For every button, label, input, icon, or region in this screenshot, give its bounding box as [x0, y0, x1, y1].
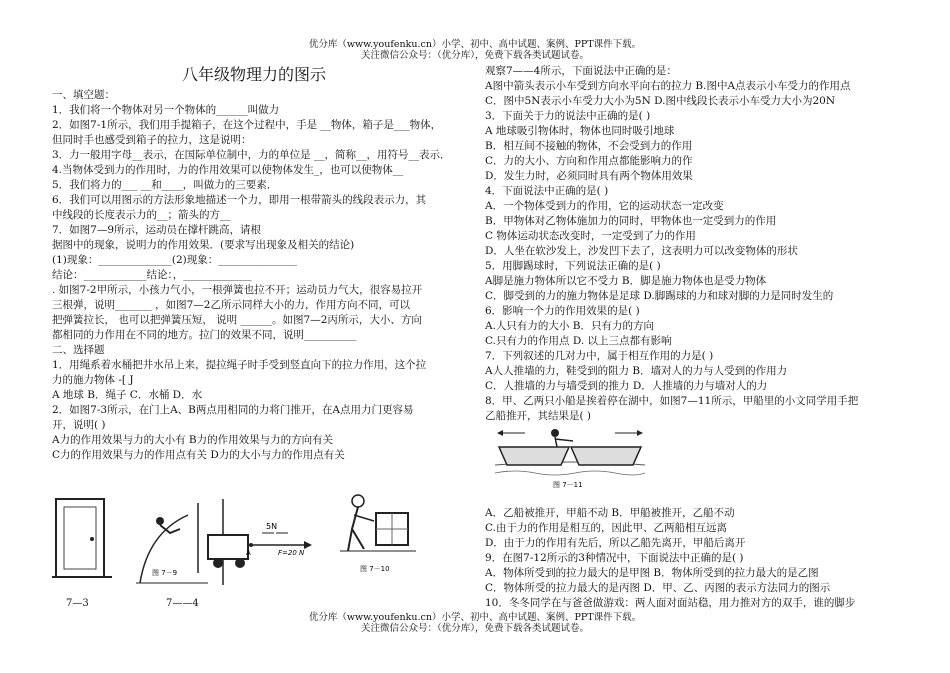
caption-7-4: 7——4: [166, 598, 199, 609]
text-line: C 物体运动状态改变时，一定受到了力的作用: [485, 230, 696, 242]
text-line: C.由于力的作用是相互的，因此甲、乙两船相互远离: [485, 522, 727, 534]
text-line: A图中箭头表示小车受到方向水平向右的拉力 B.图中A点表示小车受力的作用点: [485, 80, 851, 92]
right-column-lower: [485, 506, 925, 611]
page-title: 八年级物理力的图示: [182, 65, 327, 84]
text-line: A.人只有力的大小 B．只有力的方向: [485, 320, 654, 332]
text-line: A 地球吸引物体时，物体也同时吸引地球: [485, 125, 675, 137]
text-line: 1．我们将一个物体对另一个物体的______叫做力: [52, 104, 280, 116]
header-line-2: 关注微信公众号：（优分库），免费下载各类试题试卷。: [360, 50, 589, 61]
footer-line-2: 关注微信公众号：（优分库），免费下载各类试题试卷。: [360, 623, 589, 634]
text-line: 1．用绳系着水桶把井水吊上来，提拉绳子时手受到竖直向下的拉力作用，这个拉: [52, 359, 427, 371]
text-line: D．发生力时，必须同时具有两个物体用效果: [485, 170, 693, 182]
text-line: 据图中的现象，说明力的作用效果．(要求写出现象及相关的结论): [52, 239, 355, 251]
text-line: 2．如图7-3所示，在门上A、B两点用相同的力将门推开，在A点用力门更容易: [52, 404, 414, 416]
force-5n-label: 5N: [266, 522, 278, 531]
text-line: (1)现象：______________(2)现象：_______________: [52, 254, 297, 266]
text-line: A人人推墙的力，鞋受到的阻力 B．墙对人的力与人受到的作用力: [485, 365, 788, 377]
text-line: C．物体所受的拉力最大的是丙图 D．甲、乙、丙图的表示方法同力的图示: [485, 582, 831, 594]
text-line: 8．甲、乙两只小船是挨着停在湖中，如图7—11所示，甲船里的小文同学用手把: [485, 395, 859, 407]
text-line: A脚是施力物体所以它不受力 B．脚是施力物体也是受力物体: [485, 275, 767, 287]
text-line: 7．如图7—9所示，运动员在撑杆跳高，请根: [52, 224, 262, 236]
figures-left: [48, 493, 423, 593]
fig-7-9-label: 图 7－9: [152, 569, 178, 577]
cart-figure: [208, 499, 312, 585]
text-line: A力的作用效果与力的大小有 B力的作用效果与力的方向有关: [52, 434, 334, 446]
text-line: 但同时手也感受到箱子的拉力，这是说明：: [52, 134, 252, 146]
footer-line-1: 优分库（www.youfenku.cn）小学、初中、高中试题、案例、PPT课件下载。: [308, 612, 642, 623]
text-line: 9．在图7-12所示的3种情况中，下面说法中正确的是( ): [485, 552, 744, 564]
text-line: 结论：____________结论：，_____________: [52, 269, 252, 281]
text-line: 5．我们将力的___ __和____，叫做力的三要素．: [52, 179, 278, 191]
text-line: 6．我们可以用图示的方法形象地描述一个力，即用一根带箭头的线段表示力，其: [52, 194, 427, 206]
left-column: [52, 64, 477, 463]
text-line: 4.当物体受到力的作用时，力的作用效果可以使物体发生_，也可以使物体__: [52, 164, 404, 176]
text-line: B．相互间不接触的物体，不会受到力的作用: [485, 140, 693, 152]
text-line: D．由于力的作用有先后，所以乙船先离开，甲船后离开: [485, 537, 746, 549]
boats-figure: [495, 425, 645, 493]
page-footer: [0, 612, 950, 634]
fig-7-11-label: 图 7－11: [553, 481, 583, 489]
text-line: 一、填空题：: [52, 89, 115, 101]
text-line: . 如图7-2甲所示，小孩力气小，一根弹簧也拉不开；运动员力气大，很容易拉开: [52, 284, 423, 296]
text-line: 7．下列叙述的几对力中，属于相互作用的力是( ): [485, 350, 714, 362]
text-line: B．甲物体对乙物体施加力的同时，甲物体也一定受到力的作用: [485, 215, 777, 227]
text-line: 乙船推开，其结果是( ): [485, 410, 592, 422]
text-line: A．物体所受到的拉力最大的是甲图 B．物体所受到的拉力最大的是乙图: [485, 567, 819, 579]
person-pushing-figure: [340, 495, 416, 551]
point-a-label: A: [246, 549, 251, 557]
text-line: 都相同的力作用在不同的地方。拉门的效果不同，说明__________: [52, 329, 357, 341]
text-line: C．脚受到的力的施力物体是足球 D.脚踢球的力和球对脚的力是同时发生的: [485, 290, 834, 302]
text-line: 观察7——4所示，下面说法中正确的是：: [485, 65, 677, 77]
text-line: C．人推墙的力与墙受到的推力 D．人推墙的力与墙对人的力: [485, 380, 768, 392]
text-line: 2．如图7-1所示，我们用手提箱子，在这个过程中，手是 __物体，箱子是___物体，: [52, 119, 442, 131]
text-line: C力的作用效果与力的作用点有关 D力的大小与力的作用点有关: [52, 449, 345, 461]
text-line: D．人坐在软沙发上，沙发凹下去了，这表明力可以改变物体的形状: [485, 245, 798, 257]
text-line: 把弹簧拉长， 也可以把弹簧压短， 说明 ______。如图7—2丙所示，大小、方向: [52, 314, 422, 326]
force-20n-label: F=20 N: [278, 549, 305, 557]
text-line: C.只有力的作用点 D. 以上三点都有影响: [485, 335, 672, 347]
text-line: A．一个物体受到力的作用，它的运动状态一定改变: [485, 200, 724, 212]
fig-7-10-label: 图 7－10: [360, 565, 390, 573]
text-line: 三根弹，说明_______ ，如图7—2乙所示同样大小的力，作用方向不同，可以: [52, 299, 410, 311]
text-line: C．图中5N表示小车受力大小为5N D.图中线段长表示小车受力大小为20N: [485, 95, 836, 107]
text-line: 3．下面关于力的说法中正确的是( ): [485, 110, 651, 122]
text-line: A 地球 B．绳子 C．水桶 D．水: [52, 389, 203, 401]
text-line: A．乙船被推开，甲船不动 B．甲船被推开，乙船不动: [485, 507, 735, 519]
text-line: 10．冬冬同学在与爸爸做游戏：两人面对面站稳，用力推对方的双手，谁的脚步: [485, 597, 856, 609]
text-line: 力的施力物体 -[ J: [52, 374, 134, 386]
text-line: 4．下面说法中正确的是( ): [485, 185, 609, 197]
text-line: 开，说明( ): [52, 419, 106, 431]
text-line: 中线段的长度表示力的__；箭头的方__: [52, 209, 231, 221]
caption-7-3: 7—3: [66, 598, 89, 609]
text-line: C．力的大小、方向和作用点都能影响力的作: [485, 155, 693, 167]
text-line: 二、选择题: [52, 344, 105, 356]
door-figure: [52, 499, 112, 577]
page-header: [0, 39, 950, 61]
right-column: [485, 64, 925, 424]
text-line: 5．用脚踢球时，下列说法正确的是( ): [485, 260, 661, 272]
text-line: 3．力一般用字母__表示，在国际单位制中，力的单位是 __，简称__，用符号__表示．: [52, 149, 451, 161]
text-line: 6．影响一个力的作用效果的是( ): [485, 305, 640, 317]
header-line-1: 优分库（www.youfenku.cn）小学、初中、高中试题、案例、PPT课件下载。: [308, 39, 642, 50]
